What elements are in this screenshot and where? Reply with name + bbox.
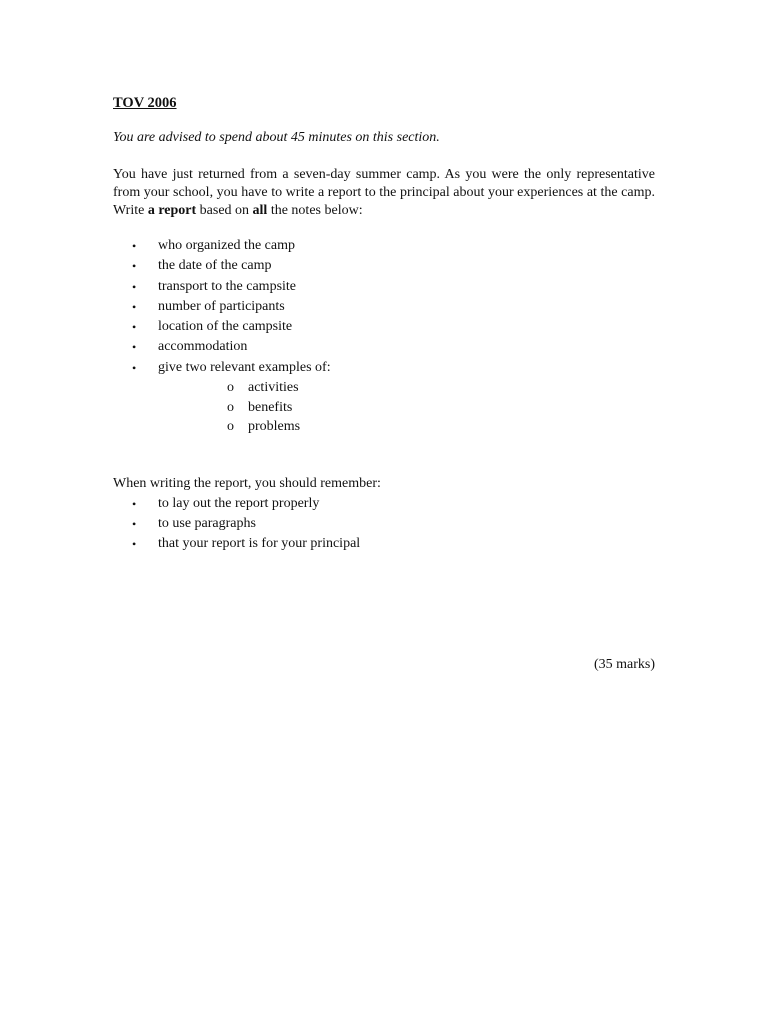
intro-bold-report: a report (147, 203, 197, 218)
intro-text-3: the notes below: (267, 203, 363, 218)
note-text: the date of the camp (158, 258, 272, 274)
bullet-icon: • (132, 516, 137, 531)
note-text: number of participants (158, 298, 285, 314)
reminder-text: to use paragraphs (158, 515, 256, 531)
time-instruction: You are advised to spend about 45 minutes on this section. (113, 130, 440, 145)
circle-bullet-icon: o (227, 380, 234, 396)
intro-text-1: You have just returned from a seven-day summer camp. As you were the only representative from your school, you have to write a report to the principal about your experiences at the camp. Write (113, 167, 655, 218)
reminder-item (113, 494, 655, 514)
document-title: TOV 2006 (113, 95, 177, 111)
bullet-icon: • (132, 279, 137, 294)
sub-note-text: activities (248, 380, 299, 396)
reminder-item (113, 534, 655, 554)
note-item (113, 337, 655, 357)
note-text: accommodation (158, 339, 248, 355)
bullet-icon: • (132, 340, 137, 355)
note-text: location of the campsite (158, 319, 293, 335)
note-text: transport to the campsite (158, 278, 297, 294)
note-item (113, 256, 655, 276)
document-page (113, 92, 655, 672)
bullet-icon: • (132, 299, 137, 314)
examples-sublist (158, 378, 655, 437)
note-item (113, 236, 655, 256)
note-item (113, 297, 655, 317)
reminder-text: to lay out the report properly (158, 495, 320, 511)
sub-note-item (158, 417, 655, 437)
task-intro (113, 166, 655, 220)
marks-label: (35 marks) (593, 657, 655, 672)
remember-lead: When writing the report, you should remember: (113, 475, 381, 491)
bullet-icon: • (132, 496, 137, 511)
sub-note-text: problems (248, 419, 301, 435)
bullet-icon: • (132, 320, 137, 335)
note-item (113, 317, 655, 337)
bullet-icon: • (132, 360, 137, 375)
circle-bullet-icon: o (227, 419, 234, 435)
notes-list (113, 236, 655, 437)
note-item (113, 277, 655, 297)
sub-note-text: benefits (248, 399, 293, 415)
note-text: give two relevant examples of: (158, 359, 331, 375)
reminders-list (113, 494, 655, 555)
circle-bullet-icon: o (227, 399, 234, 415)
bullet-icon: • (132, 537, 137, 552)
note-text: who organized the camp (158, 238, 295, 253)
reminder-text: that your report is for your principal (158, 536, 361, 552)
intro-bold-all: all (252, 203, 268, 218)
bullet-icon: • (132, 259, 137, 274)
note-item (113, 358, 655, 437)
bullet-icon: • (132, 239, 137, 253)
sub-note-item (158, 378, 655, 398)
reminder-item (113, 514, 655, 534)
sub-note-item (158, 398, 655, 418)
intro-text-2: based on (196, 203, 253, 218)
